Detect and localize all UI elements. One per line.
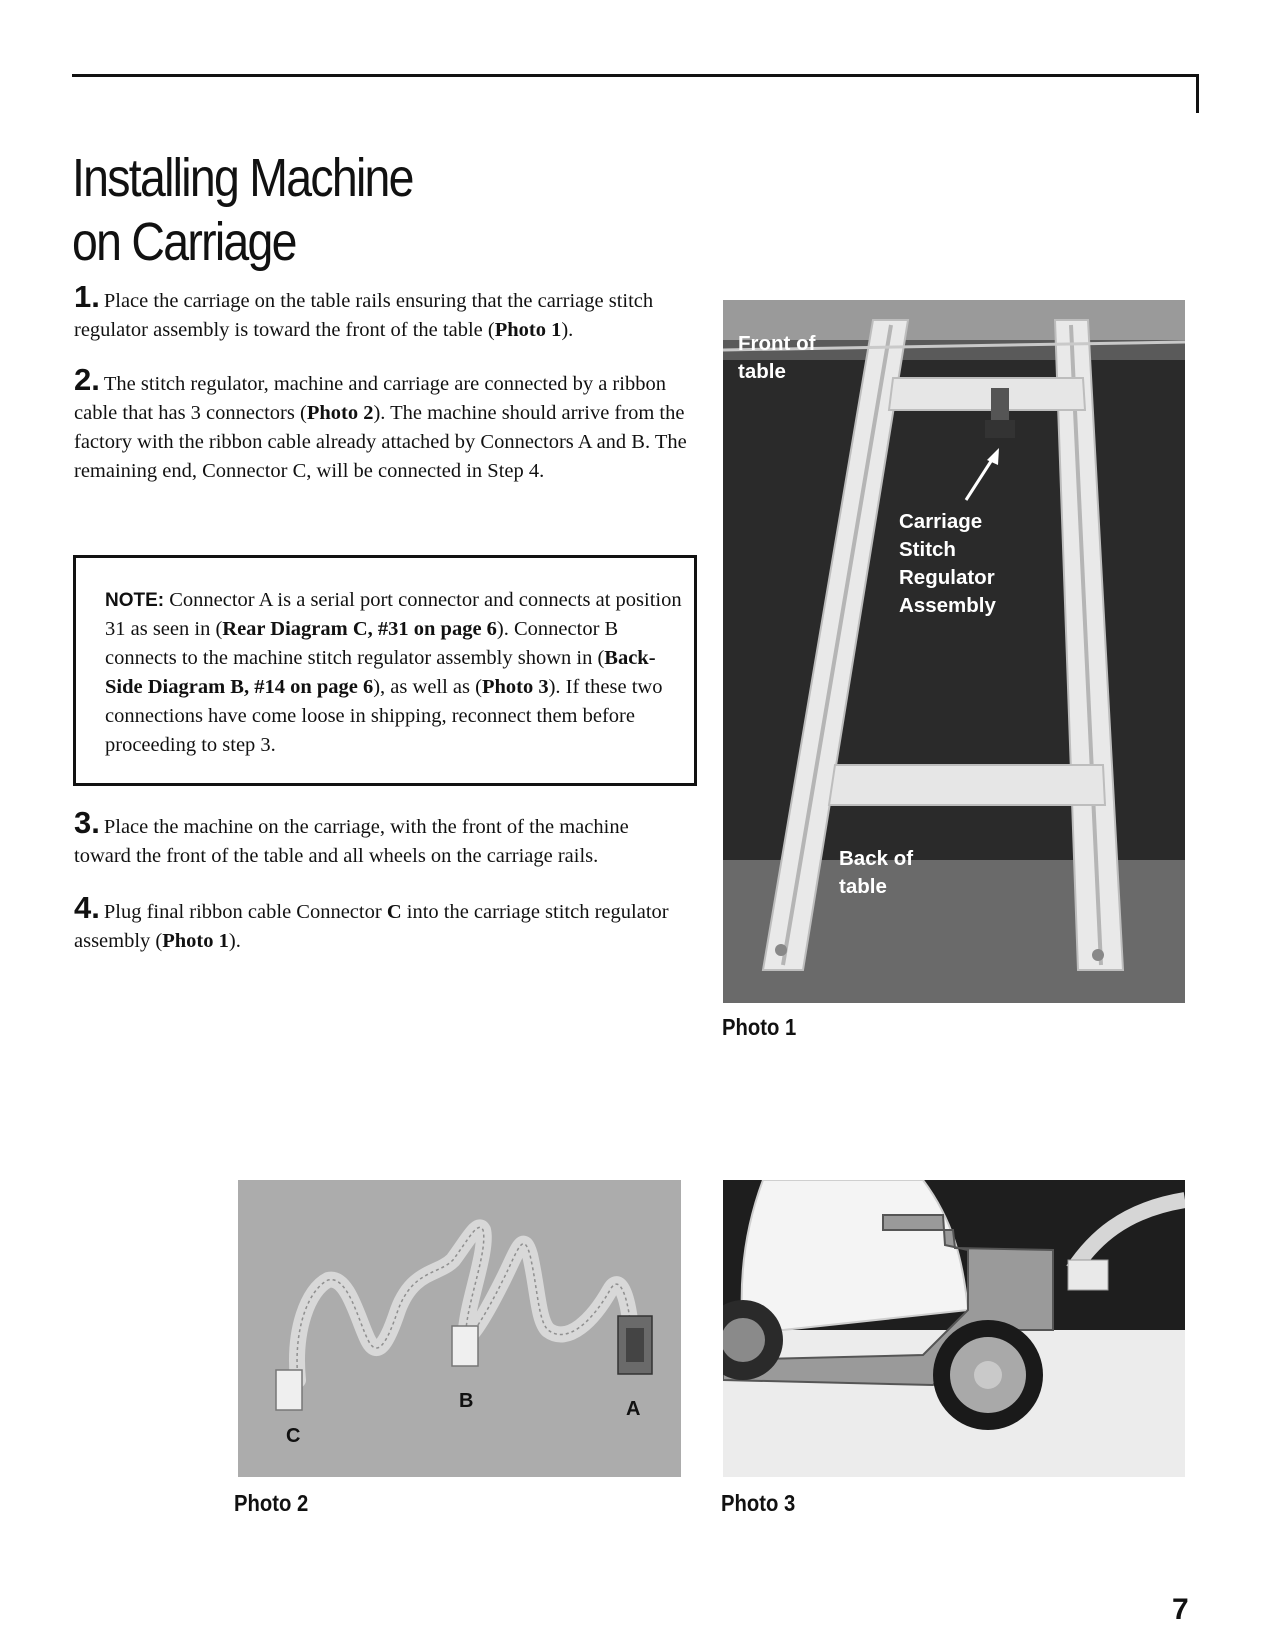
step-4-photo-ref: Photo 1 [162, 930, 229, 952]
page-title-line-1: Installing Machine [72, 148, 413, 208]
photo-2-caption: Photo 2 [234, 1490, 309, 1516]
photo-2-label-c: C [286, 1425, 301, 1447]
top-rule [72, 74, 1199, 77]
photo-1-label-carriage-line-2: Stitch [899, 538, 956, 561]
step-4-connector-ref: C [386, 901, 402, 923]
step-1-number: 1. [74, 279, 100, 314]
step-1-text-end: ). [561, 319, 574, 341]
page-title-line-2: on Carriage [72, 212, 296, 272]
photo-1-caption: Photo 1 [722, 1014, 797, 1040]
page-title [72, 146, 554, 274]
page-number: 7 [1172, 1593, 1189, 1626]
step-3-text: Place the machine on the carriage, with the front of the machine toward the front of the table and all wheels on the carriage rails. [74, 816, 629, 867]
photo-1-label-back [839, 845, 913, 901]
photo-2 [238, 1180, 681, 1477]
photo-3 [723, 1180, 1185, 1477]
photo-1-label-carriage-line-3: Regulator [899, 566, 995, 589]
photo-2-label-b: B [459, 1390, 474, 1412]
photo-3-caption: Photo 3 [721, 1490, 796, 1516]
photo-1-label-carriage-line-4: Assembly [899, 594, 996, 617]
step-2-number: 2. [74, 362, 100, 397]
step-3 [74, 805, 690, 871]
step-3-number: 3. [74, 805, 100, 840]
photo-1-image [723, 300, 1185, 1003]
note-box [73, 555, 697, 786]
step-1-photo-ref: Photo 1 [494, 319, 562, 341]
top-rule-end-tick [1196, 74, 1199, 113]
note-text [105, 586, 685, 760]
note-ref-photo-3: Photo 3 [481, 676, 549, 698]
photo-2-image [238, 1180, 681, 1477]
step-2-text-end: ). The machine should arrive from the factory with the ribbon cable already attached by Connectors A and B. The remaining end, Connector C, will be connected in Step 4. [74, 402, 687, 482]
photo-3-image [723, 1180, 1185, 1477]
photo-1-label-front [738, 330, 815, 386]
note-text-2: ). Connector B connects to the machine stitch regulator assembly shown in ( [105, 618, 619, 669]
photo-1-label-carriage-line-1: Carriage [899, 510, 983, 533]
photo-1-label-carriage [899, 508, 996, 620]
step-4-number: 4. [74, 890, 100, 925]
photo-2-label-a: A [626, 1398, 641, 1420]
step-2 [74, 362, 690, 486]
note-text-3: ), as well as ( [373, 676, 482, 698]
photo-1 [723, 300, 1185, 1003]
note-text-4: ). If these two connections have come loose in shipping, reconnect them before proceeding to step 3. [105, 676, 663, 756]
photo-1-label-back-line-1: Back of [839, 847, 914, 870]
note-ref-rear-diagram: Rear Diagram C, #31 on page 6 [222, 618, 497, 640]
step-4-text-mid: into the carriage stitch regulator assembly ( [74, 901, 669, 952]
photo-1-label-front-line-1: Front of [738, 332, 816, 355]
note-ref-back-side-diagram: Back-Side Diagram B, #14 on page 6 [105, 647, 656, 698]
note-text-1: Connector A is a serial port connector and connects at position 31 as seen in ( [105, 589, 682, 640]
step-2-photo-ref: Photo 2 [306, 402, 374, 424]
photo-1-label-back-line-2: table [839, 875, 887, 898]
photo-1-label-front-line-2: table [738, 360, 786, 383]
step-4 [74, 890, 690, 956]
step-1-text: Place the carriage on the table rails ensuring that the carriage stitch regulator assembly is toward the front of the table ( [74, 290, 654, 341]
step-1 [74, 279, 690, 345]
step-4-text: Plug final ribbon cable Connector [103, 901, 387, 923]
step-2-text: The stitch regulator, machine and carriage are connected by a ribbon cable that has 3 connectors ( [74, 373, 666, 424]
note-label: NOTE: [105, 590, 165, 611]
step-4-text-end: ). [228, 930, 241, 952]
